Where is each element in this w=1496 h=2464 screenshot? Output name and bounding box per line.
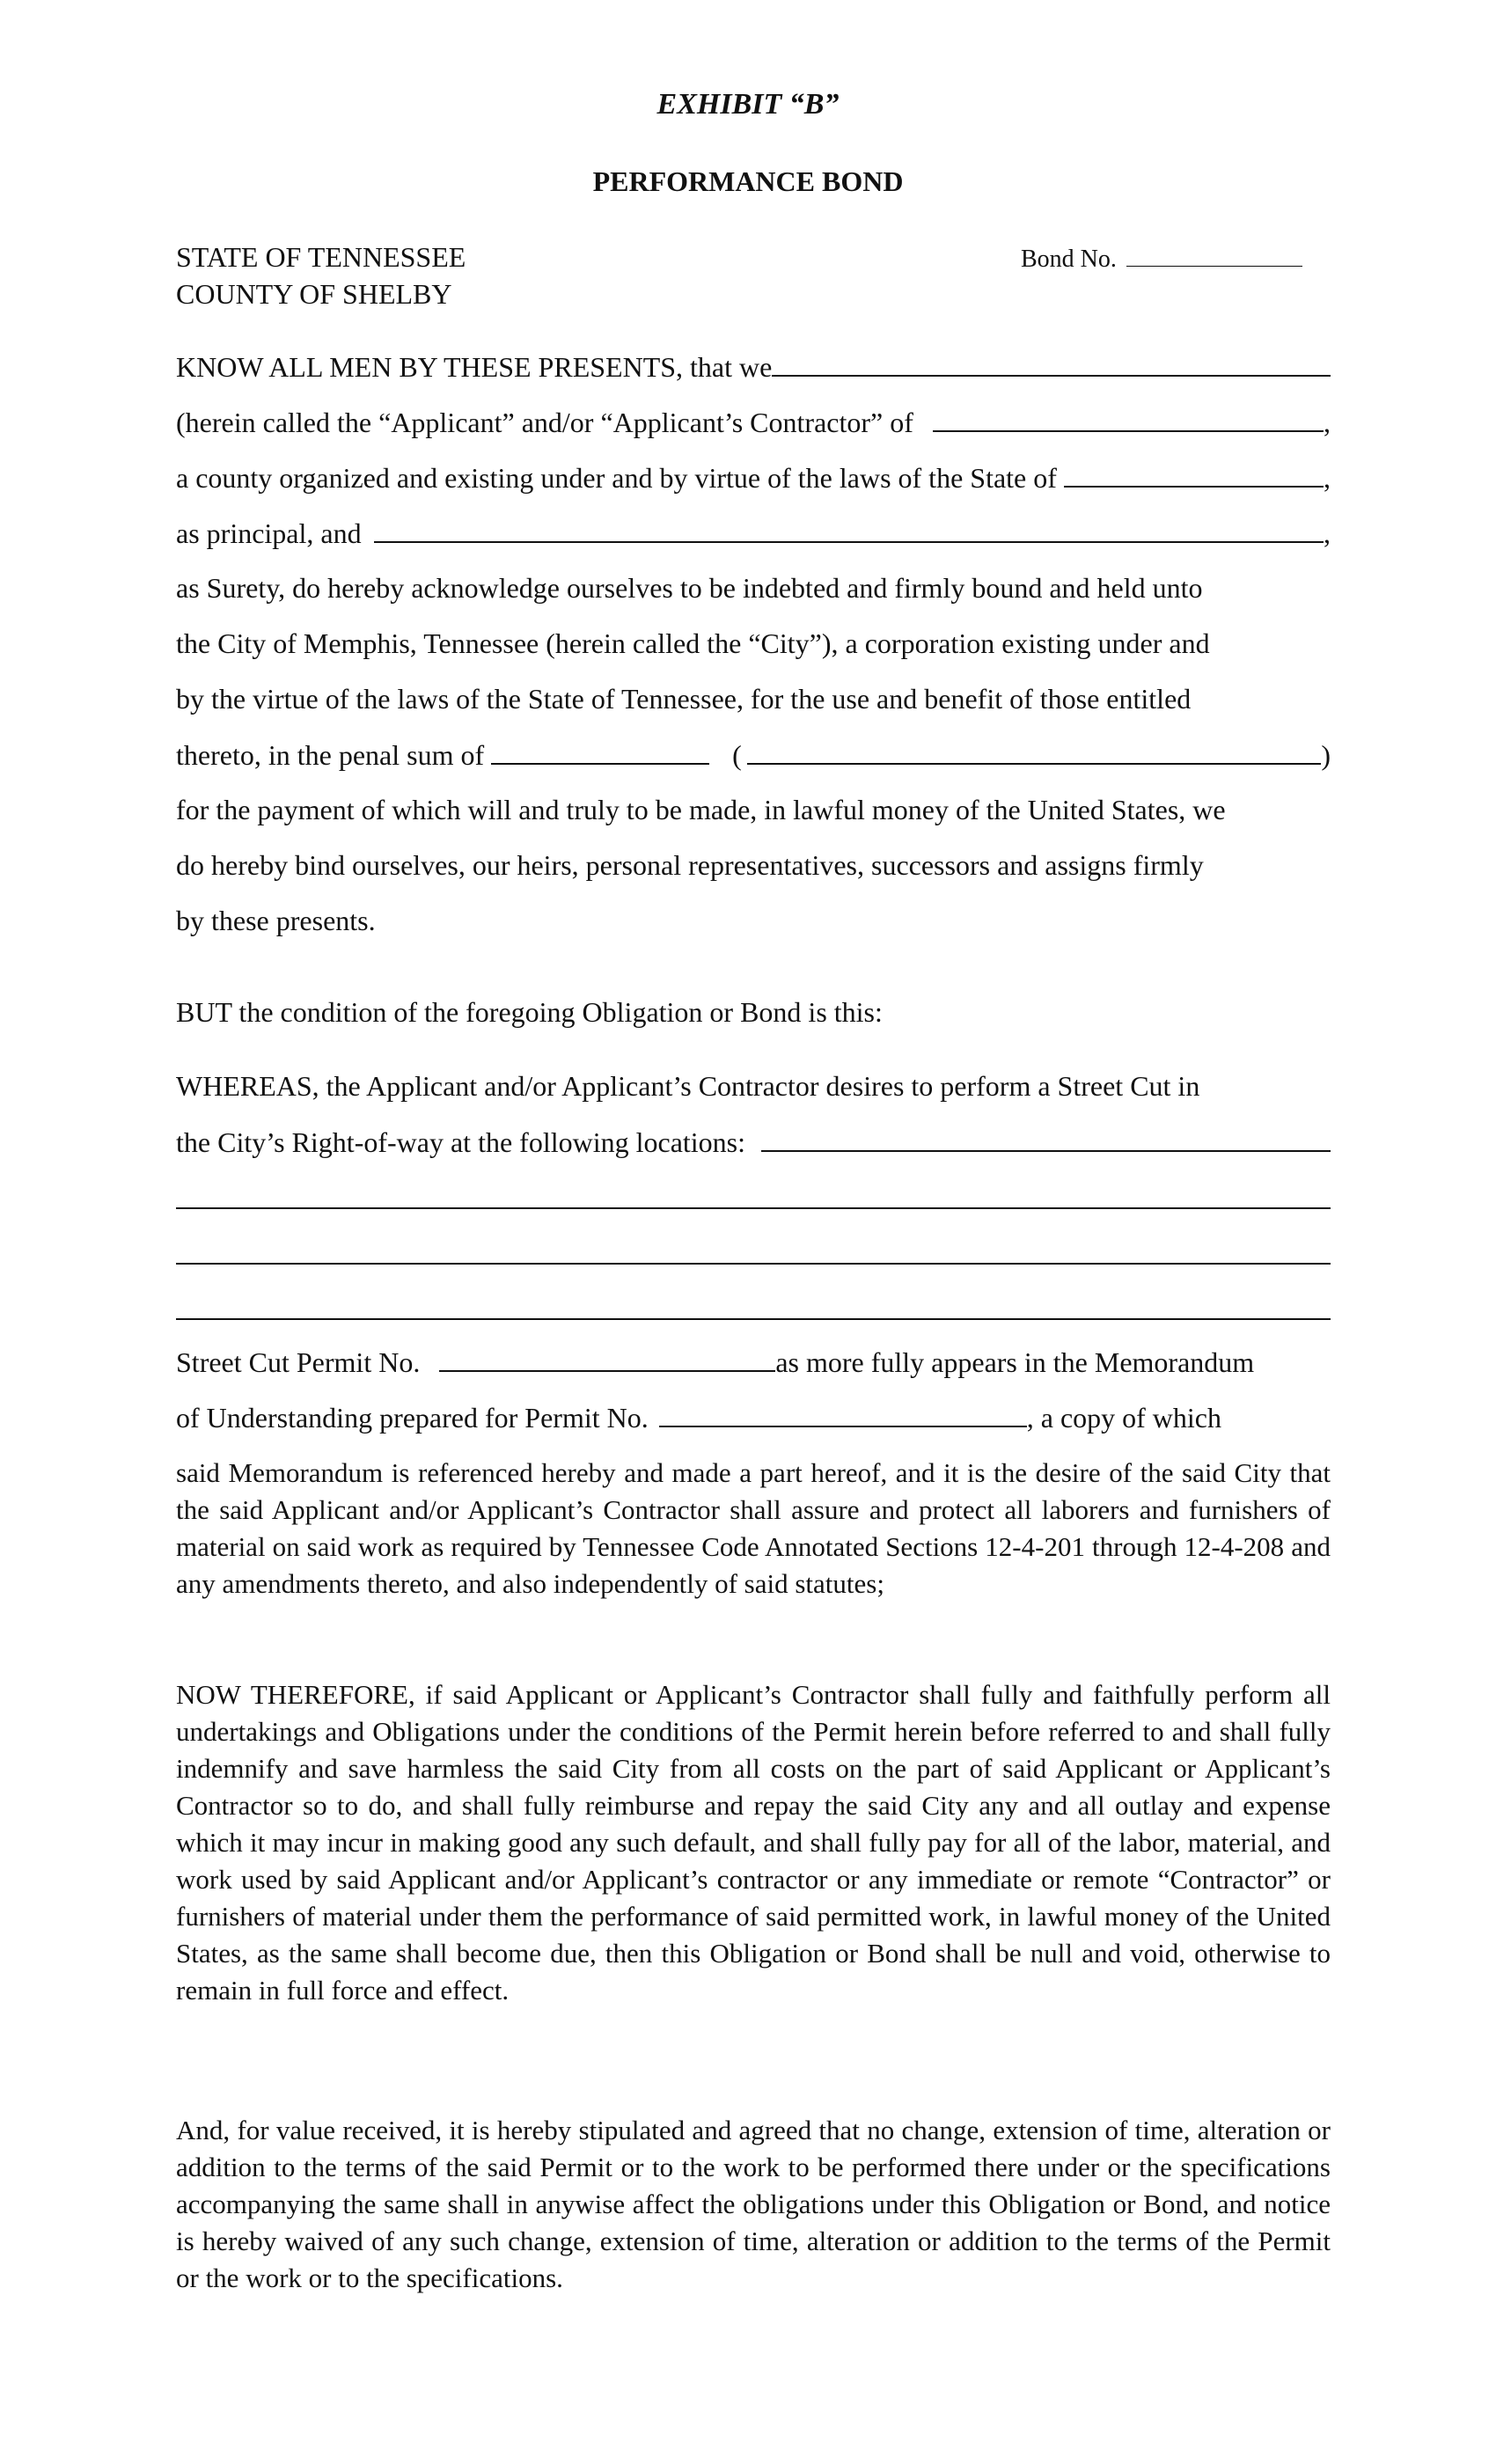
body-text-1: KNOW ALL MEN BY THESE PRESENTS, that we (176, 351, 773, 383)
body-line-5 (176, 570, 1331, 605)
county-label: COUNTY OF SHELBY (176, 278, 452, 310)
penal-sum-words-field[interactable] (747, 737, 1322, 765)
body-line-8 (176, 737, 1331, 773)
locations-field-4[interactable] (176, 1318, 1331, 1320)
body-line-2 (176, 404, 1331, 440)
applicant-county-field[interactable] (933, 404, 1324, 432)
whereas-text-2: the City’s Right-of-way at the following locations: (176, 1126, 746, 1158)
locations-field-3[interactable] (176, 1263, 1331, 1265)
condition-intro (176, 994, 1331, 1030)
state-label: STATE OF TENNESSEE (176, 241, 466, 273)
body-line-6 (176, 626, 1331, 661)
open-paren: ( (732, 739, 742, 771)
permit-tail: as more fully appears in the Memorandum (775, 1346, 1255, 1378)
comma-2: , (1324, 407, 1331, 438)
body-line-7 (176, 681, 1331, 716)
penal-sum-figures-field[interactable] (491, 737, 709, 765)
body-text-6: the City of Memphis, Tennessee (herein called the “City”), a corporation existing under and (176, 627, 1210, 659)
body-line-11 (176, 903, 1331, 938)
body-line-9 (176, 792, 1331, 827)
body-text-11: by these presents. (176, 905, 376, 936)
body-text-8: thereto, in the penal sum of (176, 739, 485, 771)
body-text-7: by the virtue of the laws of the State of Tennessee, for the use and benefit of those entitled (176, 683, 1192, 715)
exhibit-title: EXHIBIT “B” (656, 88, 840, 121)
mou-line (176, 1399, 1331, 1435)
whereas-text-1: WHEREAS, the Applicant and/or Applicant’s Contractor desires to perform a Street Cut in (176, 1070, 1200, 1102)
street-cut-permit-field[interactable] (439, 1344, 775, 1372)
locations-field-1[interactable] (761, 1124, 1331, 1152)
stipulation-paragraph: And, for value received, it is hereby stipulated and agreed that no change, extension of time, alteration or addition to the terms of the said Permit or to the work to be performed there under or the specifications accompanying the same shall in anywise affect the obligations under this Obligation or Bond, and notice is hereby waived of any such change, extension of time, alteration or addition to the terms of the Permit or the work or to the specifications. (176, 2115, 1331, 2293)
surety-name-field[interactable] (374, 515, 1324, 543)
condition-intro-text: BUT the condition of the foregoing Obligation or Bond is this: (176, 996, 883, 1028)
body-text-5: as Surety, do hereby acknowledge ourselves to be indebted and firmly bound and held unto (176, 572, 1203, 604)
locations-field-2[interactable] (176, 1207, 1331, 1209)
whereas-line-1 (176, 1068, 1331, 1104)
comma-3: , (1324, 462, 1331, 494)
bond-number-row (1021, 243, 1302, 275)
comma-4: , (1324, 517, 1331, 549)
body-line-1 (176, 348, 1331, 385)
mou-tail: , a copy of which (1026, 1402, 1221, 1434)
bond-number-label: Bond No. (1021, 246, 1117, 273)
body-text-2: (herein called the “Applicant” and/or “Applicant’s Contractor” of (176, 407, 913, 438)
bond-title: PERFORMANCE BOND (592, 165, 904, 197)
permit-line (176, 1344, 1331, 1380)
body-line-4 (176, 515, 1331, 551)
condition-paragraph: said Memorandum is referenced hereby and made a part hereof, and it is the desire of the said City that the said Applicant and/or Applicant’s Contractor shall assure and protect all laborers and furnishers of material on said work as required by Tennessee Code Annotated Sections 12-4-201 through 12-4-208 and any amendments thereto, and also independently of said statutes; (176, 1457, 1331, 1599)
body-text-10: do hereby bind ourselves, our heirs, personal representatives, successors and assigns firmly (176, 849, 1204, 881)
principal-name-field[interactable] (772, 348, 1331, 377)
mou-permit-field[interactable] (659, 1399, 1027, 1427)
body-text-3: a county organized and existing under and by virtue of the laws of the State of (176, 462, 1057, 494)
body-text-9: for the payment of which will and truly to be made, in lawful money of the United States, we (176, 794, 1226, 825)
now-therefore-paragraph: NOW THEREFORE, if said Applicant or Applicant’s Contractor shall fully and faithfully perform all undertakings and Obligations under the conditions of the Permit herein before referred to and shall fully indemnify and save harmless the said City from all costs on the part of said Applicant or Applicant’s Contractor so to do, and shall fully reimburse and repay the said City any and all outlay and expense which it may incur in making good any such default, and shall fully pay for all of the labor, material, and work used by said Applicant and/or Applicant’s contractor or any immediate or remote “Contractor” or furnishers of material under them the performance of said permitted work, in lawful money of the United States, as the same shall become due, then this Obligation or Bond shall be null and void, otherwise to remain in full force and effect. (176, 1679, 1331, 2006)
mou-label: of Understanding prepared for Permit No. (176, 1402, 649, 1434)
permit-label: Street Cut Permit No. (176, 1346, 421, 1378)
state-field[interactable] (1064, 459, 1324, 488)
bond-number-field[interactable] (1126, 243, 1302, 267)
body-line-10 (176, 847, 1331, 883)
body-text-4: as principal, and (176, 517, 362, 549)
whereas-line-2 (176, 1124, 1331, 1160)
body-line-3 (176, 459, 1331, 495)
close-paren: ) (1321, 739, 1331, 771)
